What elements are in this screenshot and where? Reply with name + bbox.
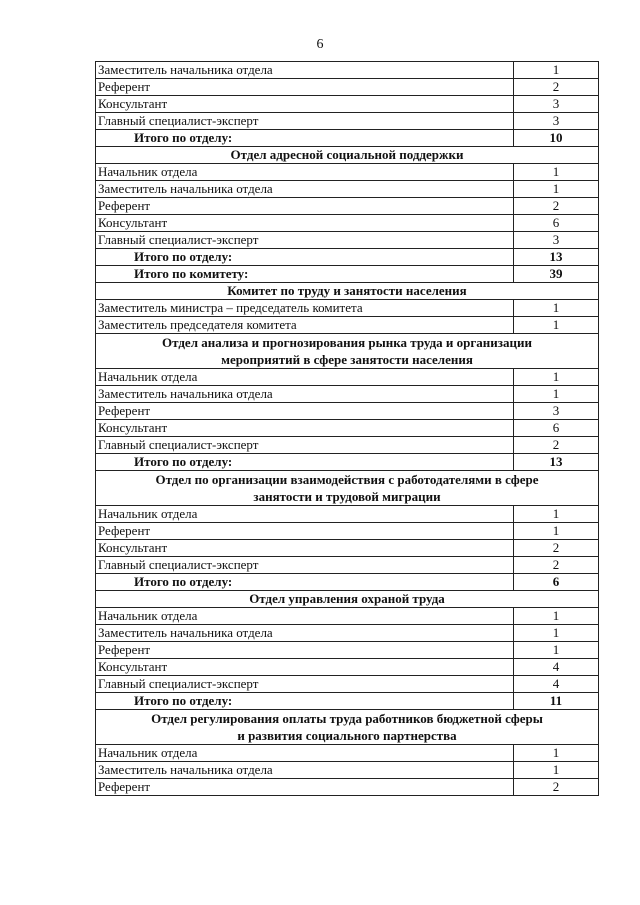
total-row: [96, 249, 599, 266]
position-name: Заместитель начальника отдела: [96, 386, 514, 403]
section-title: [96, 283, 599, 300]
total-count: 13: [514, 454, 599, 471]
position-count: 2: [514, 79, 599, 96]
position-name: Референт: [96, 403, 514, 420]
position-name: Референт: [96, 198, 514, 215]
position-row: [96, 181, 599, 198]
position-row: [96, 79, 599, 96]
position-count: 2: [514, 437, 599, 454]
position-row: [96, 608, 599, 625]
position-row: [96, 557, 599, 574]
position-name: Консультант: [96, 96, 514, 113]
position-row: [96, 506, 599, 523]
page-number: 6: [316, 37, 324, 52]
position-count: 1: [514, 164, 599, 181]
position-name: Начальник отдела: [96, 608, 514, 625]
position-row: [96, 403, 599, 420]
section-title-line: Комитет по труду и занятости населения: [227, 283, 467, 298]
section-title: [96, 591, 599, 608]
total-count: 6: [514, 574, 599, 591]
staffing-table: [95, 61, 599, 796]
position-row: [96, 523, 599, 540]
position-count: 4: [514, 676, 599, 693]
section-title-line: Отдел по организации взаимодействия с работодателями в сфере: [155, 472, 539, 487]
position-count: 6: [514, 420, 599, 437]
position-row: [96, 317, 599, 334]
position-row: [96, 113, 599, 130]
total-label: Итого по комитету:: [96, 266, 514, 283]
position-count: 2: [514, 540, 599, 557]
position-name: Начальник отдела: [96, 745, 514, 762]
position-name: Заместитель председателя комитета: [96, 317, 514, 334]
position-name: Референт: [96, 779, 514, 796]
total-count: 10: [514, 130, 599, 147]
section-header-row: [96, 710, 599, 745]
position-name: Консультант: [96, 540, 514, 557]
position-row: [96, 232, 599, 249]
position-name: Заместитель начальника отдела: [96, 762, 514, 779]
position-count: 1: [514, 317, 599, 334]
position-row: [96, 659, 599, 676]
position-row: [96, 62, 599, 79]
total-row: [96, 454, 599, 471]
section-title-line: занятости и трудовой миграции: [253, 489, 441, 504]
position-name: Главный специалист-эксперт: [96, 437, 514, 454]
position-name: Референт: [96, 642, 514, 659]
total-count: 13: [514, 249, 599, 266]
position-name: Главный специалист-эксперт: [96, 113, 514, 130]
position-count: 4: [514, 659, 599, 676]
position-count: 1: [514, 625, 599, 642]
section-header-row: [96, 147, 599, 164]
position-name: Заместитель начальника отдела: [96, 62, 514, 79]
position-row: [96, 96, 599, 113]
position-name: Консультант: [96, 659, 514, 676]
total-label: Итого по отделу:: [96, 693, 514, 710]
section-title-line: и развития социального партнерства: [237, 728, 457, 743]
position-row: [96, 420, 599, 437]
position-row: [96, 164, 599, 181]
position-name: Начальник отдела: [96, 164, 514, 181]
position-count: 1: [514, 523, 599, 540]
position-count: 1: [514, 506, 599, 523]
position-name: Заместитель министра – председатель комитета: [96, 300, 514, 317]
total-row: [96, 130, 599, 147]
total-label: Итого по отделу:: [96, 249, 514, 266]
position-row: [96, 745, 599, 762]
position-count: 3: [514, 113, 599, 130]
position-row: [96, 386, 599, 403]
total-count: 11: [514, 693, 599, 710]
position-row: [96, 215, 599, 232]
section-header-row: [96, 591, 599, 608]
position-count: 1: [514, 608, 599, 625]
position-count: 2: [514, 779, 599, 796]
position-row: [96, 676, 599, 693]
total-label: Итого по отделу:: [96, 574, 514, 591]
position-count: 3: [514, 403, 599, 420]
position-name: Главный специалист-эксперт: [96, 557, 514, 574]
section-title-line: Отдел анализа и прогнозирования рынка труда и организации: [162, 335, 532, 350]
position-row: [96, 300, 599, 317]
position-row: [96, 369, 599, 386]
position-count: 1: [514, 300, 599, 317]
section-title: [96, 147, 599, 164]
position-row: [96, 762, 599, 779]
position-count: 1: [514, 181, 599, 198]
position-count: 6: [514, 215, 599, 232]
position-row: [96, 642, 599, 659]
section-title-line: Отдел адресной социальной поддержки: [230, 147, 464, 162]
position-count: 1: [514, 762, 599, 779]
section-title: [96, 710, 599, 745]
section-title-line: мероприятий в сфере занятости населения: [221, 352, 473, 367]
position-name: Заместитель начальника отдела: [96, 625, 514, 642]
position-count: 2: [514, 557, 599, 574]
section-header-row: [96, 471, 599, 506]
position-name: Главный специалист-эксперт: [96, 232, 514, 249]
total-label: Итого по отделу:: [96, 130, 514, 147]
total-row: [96, 266, 599, 283]
position-count: 3: [514, 232, 599, 249]
position-count: 1: [514, 642, 599, 659]
position-name: Референт: [96, 79, 514, 96]
position-count: 1: [514, 62, 599, 79]
total-label: Итого по отделу:: [96, 454, 514, 471]
section-header-row: [96, 283, 599, 300]
position-name: Консультант: [96, 420, 514, 437]
position-name: Начальник отдела: [96, 506, 514, 523]
total-count: 39: [514, 266, 599, 283]
staffing-table-body: [96, 62, 599, 796]
total-row: [96, 693, 599, 710]
position-row: [96, 540, 599, 557]
position-name: Заместитель начальника отдела: [96, 181, 514, 198]
section-header-row: [96, 334, 599, 369]
position-row: [96, 779, 599, 796]
position-count: 3: [514, 96, 599, 113]
position-count: 1: [514, 369, 599, 386]
position-count: 1: [514, 745, 599, 762]
section-title: [96, 334, 599, 369]
total-row: [96, 574, 599, 591]
position-count: 2: [514, 198, 599, 215]
position-row: [96, 198, 599, 215]
position-name: Референт: [96, 523, 514, 540]
section-title-line: Отдел управления охраной труда: [249, 591, 445, 606]
section-title: [96, 471, 599, 506]
position-row: [96, 625, 599, 642]
section-title-line: Отдел регулирования оплаты труда работников бюджетной сферы: [151, 711, 543, 726]
position-name: Главный специалист-эксперт: [96, 676, 514, 693]
position-name: Консультант: [96, 215, 514, 232]
position-row: [96, 437, 599, 454]
position-count: 1: [514, 386, 599, 403]
position-name: Начальник отдела: [96, 369, 514, 386]
